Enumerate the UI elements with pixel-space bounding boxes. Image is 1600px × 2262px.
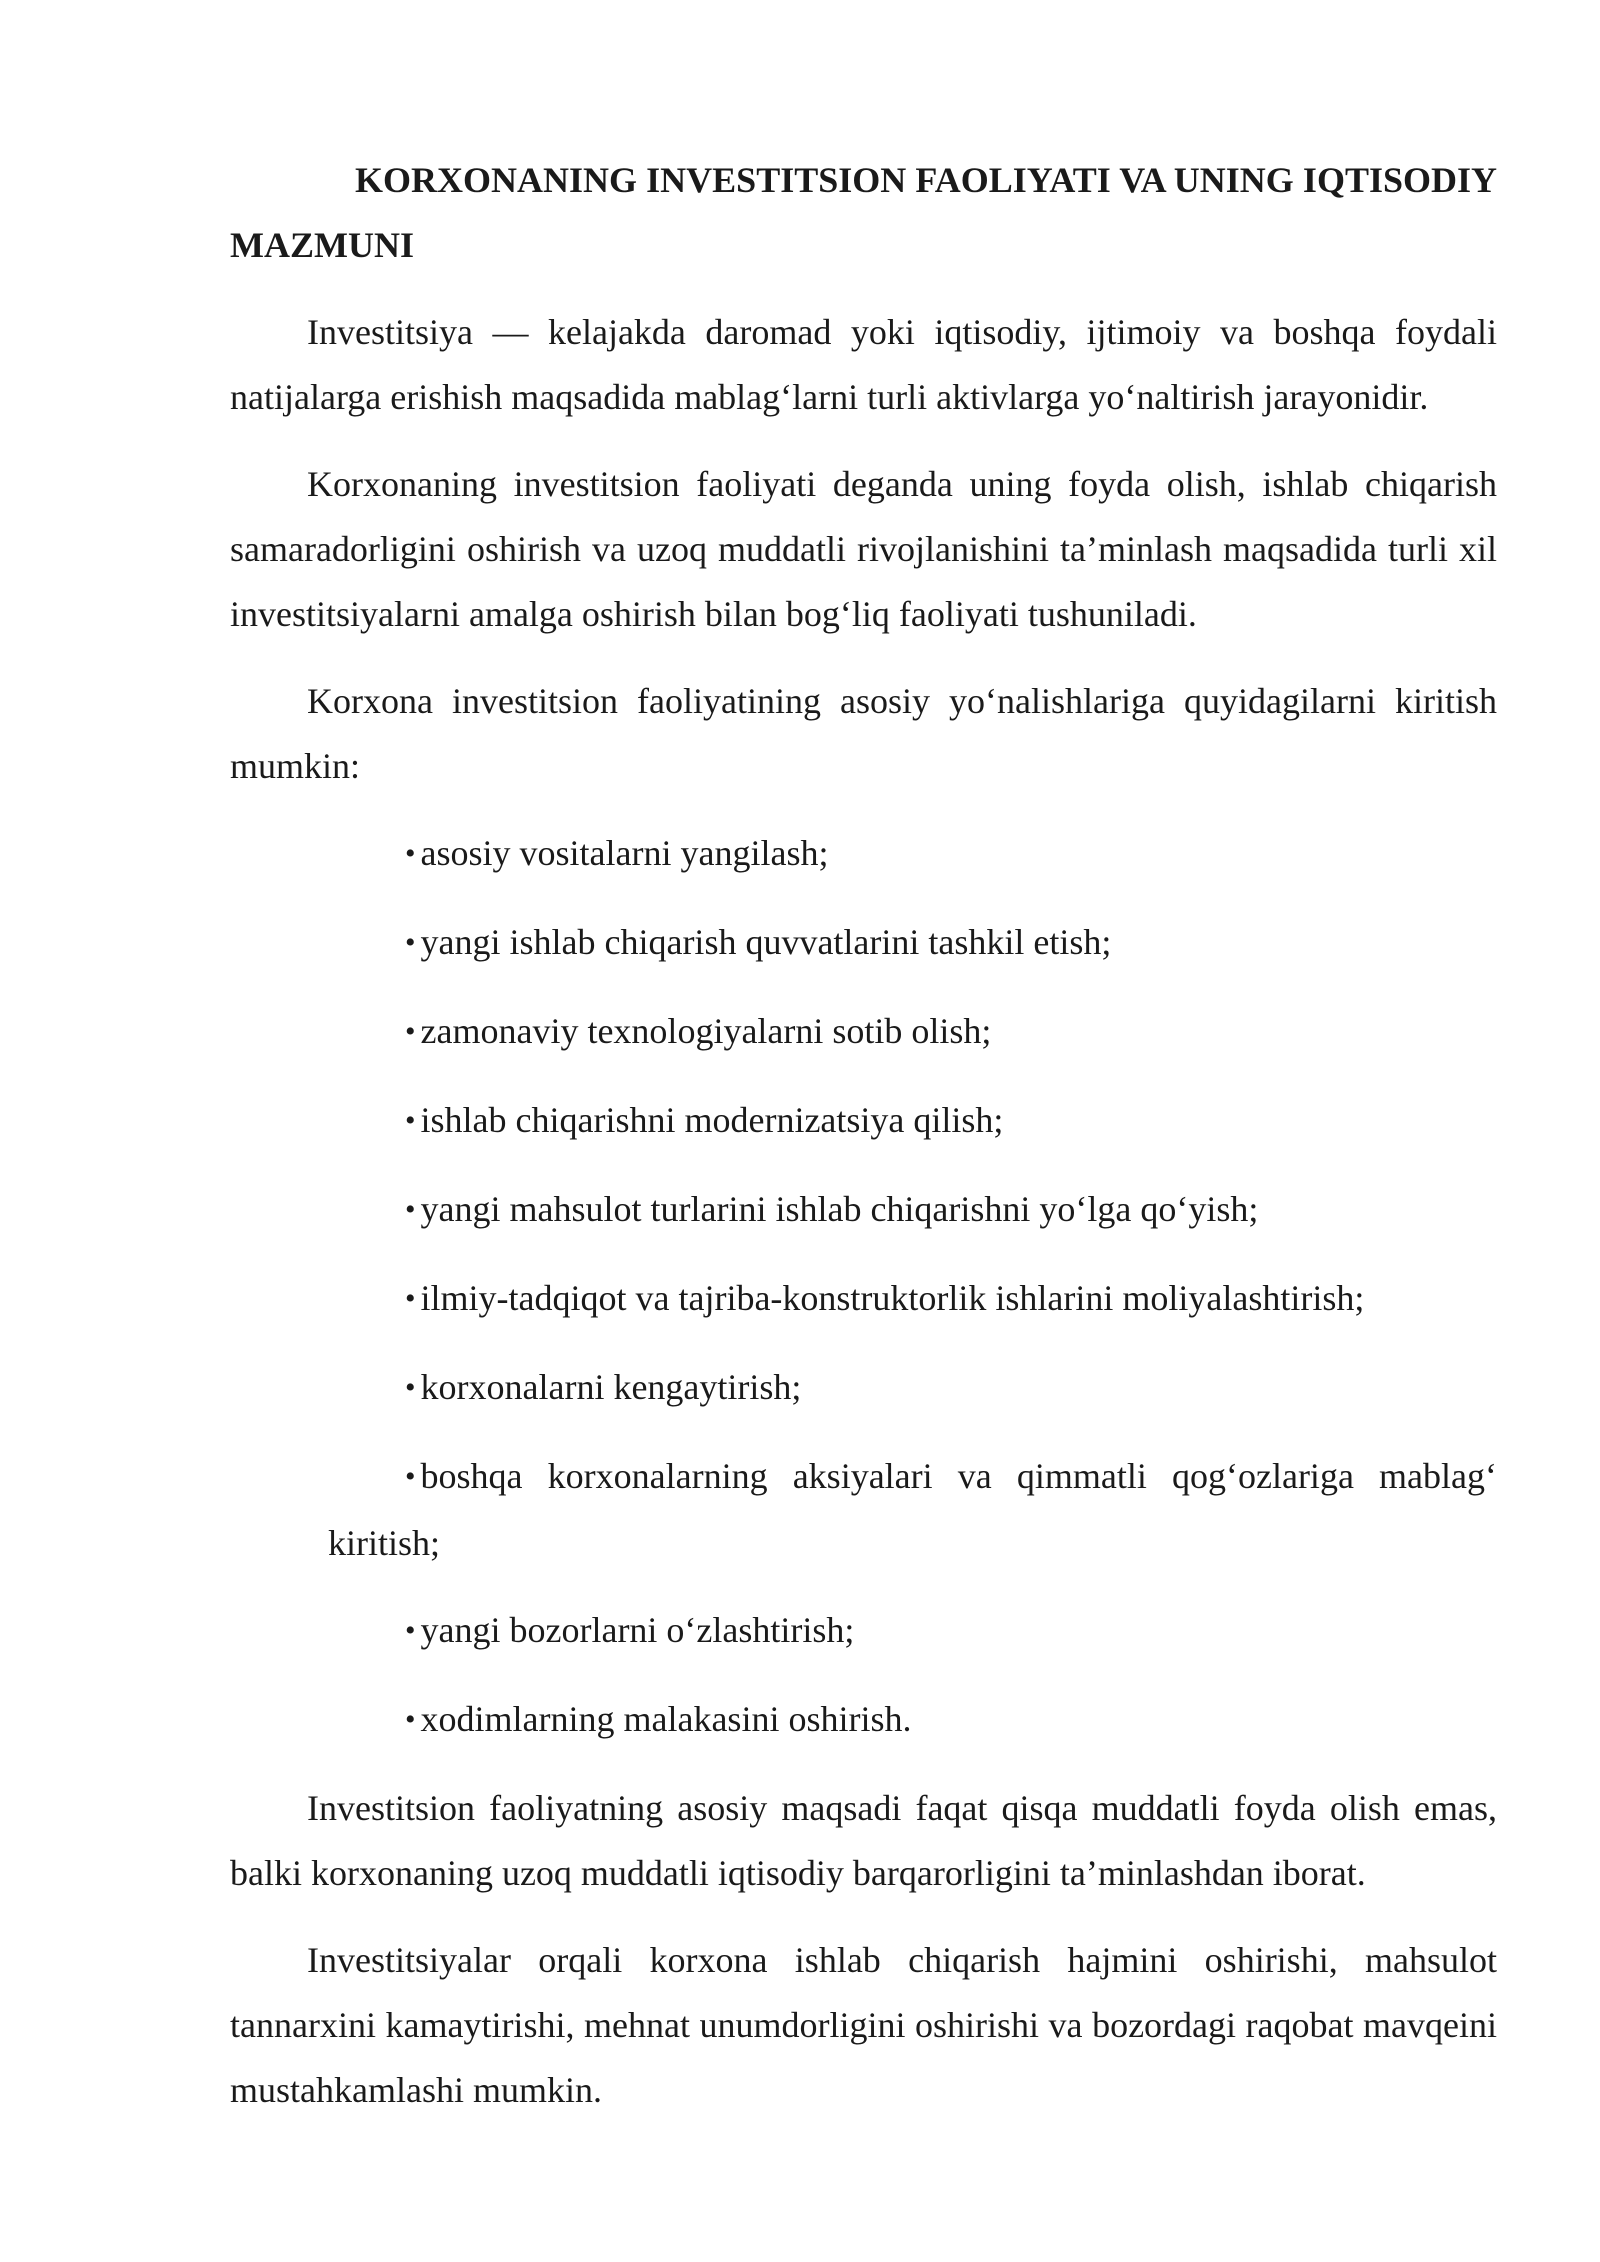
document-page: [230, 148, 1497, 2123]
bullet-icon: •: [405, 1104, 416, 1137]
document-title: KORXONANING INVESTITSION FAOLIYATI VA UNING IQTISODIY MAZMUNI: [230, 160, 1497, 265]
bullet-icon: •: [405, 1460, 416, 1493]
bullet-icon: •: [405, 1371, 416, 1404]
paragraph-investment-activity: Korxonaning investitsion faoliyati deganda uning foyda olish, ishlab chiqarish samaradorligini oshirish va uzoq muddatli rivojlanishini ta’minlash maqsadida turli xil investitsiyalarni amalga oshirish bilan bog‘liq faoliyati tushuniladi.: [230, 464, 1497, 634]
directions-list: [230, 821, 1497, 1754]
bullet-icon: •: [405, 926, 416, 959]
paragraph-definition: Investitsiya — kelajakda daromad yoki iqtisodiy, ijtimoiy va boshqa foydali natijalarga erishish maqsadida mablag‘larni turli aktivlarga yo‘naltirish jarayonidir.: [230, 312, 1497, 417]
list-item: • yangi mahsulot turlarini ishlab chiqarishni yo‘lga qo‘yish;: [405, 1189, 1259, 1229]
list-item: • ilmiy-tadqiqot va tajriba-konstruktorlik ishlarini moliyalashtirish;: [405, 1278, 1365, 1318]
bullet-icon: •: [405, 1193, 416, 1226]
list-item: • yangi ishlab chiqarish quvvatlarini tashkil etish;: [405, 922, 1112, 962]
bullet-icon: •: [405, 1015, 416, 1048]
list-item: • ishlab chiqarishni modernizatsiya qilish;: [405, 1100, 1004, 1140]
list-item: • zamonaviy texnologiyalarni sotib olish;: [405, 1011, 992, 1051]
list-item: • yangi bozorlarni o‘zlashtirish;: [405, 1610, 855, 1650]
bullet-icon: •: [405, 1614, 416, 1647]
paragraph-directions-intro: Korxona investitsion faoliyatining asosiy yo‘nalishlariga quyidagilarni kiritish mumkin:: [230, 681, 1497, 786]
list-item: • xodimlarning malakasini oshirish.: [405, 1699, 912, 1739]
paragraph-benefits: Investitsiyalar orqali korxona ishlab chiqarish hajmini oshirishi, mahsulot tannarxini kamaytirishi, mehnat unumdorligini oshirishi va bozordagi raqobat mavqeini mustahkamlashi mumkin.: [230, 1940, 1497, 2110]
bullet-icon: •: [405, 837, 416, 870]
bullet-icon: •: [405, 1703, 416, 1736]
list-item: • boshqa korxonalarning aksiyalari va qimmatli qog‘ozlariga mablag‘ kiritish;: [328, 1456, 1497, 1563]
list-item: • korxonalarni kengaytirish;: [405, 1367, 802, 1407]
bullet-icon: •: [405, 1282, 416, 1315]
paragraph-main-goal: Investitsion faoliyatning asosiy maqsadi faqat qisqa muddatli foyda olish emas, balki korxonaning uzoq muddatli iqtisodiy barqarorligini ta’minlashdan iborat.: [230, 1788, 1497, 1893]
list-item: • asosiy vositalarni yangilash;: [405, 833, 829, 873]
